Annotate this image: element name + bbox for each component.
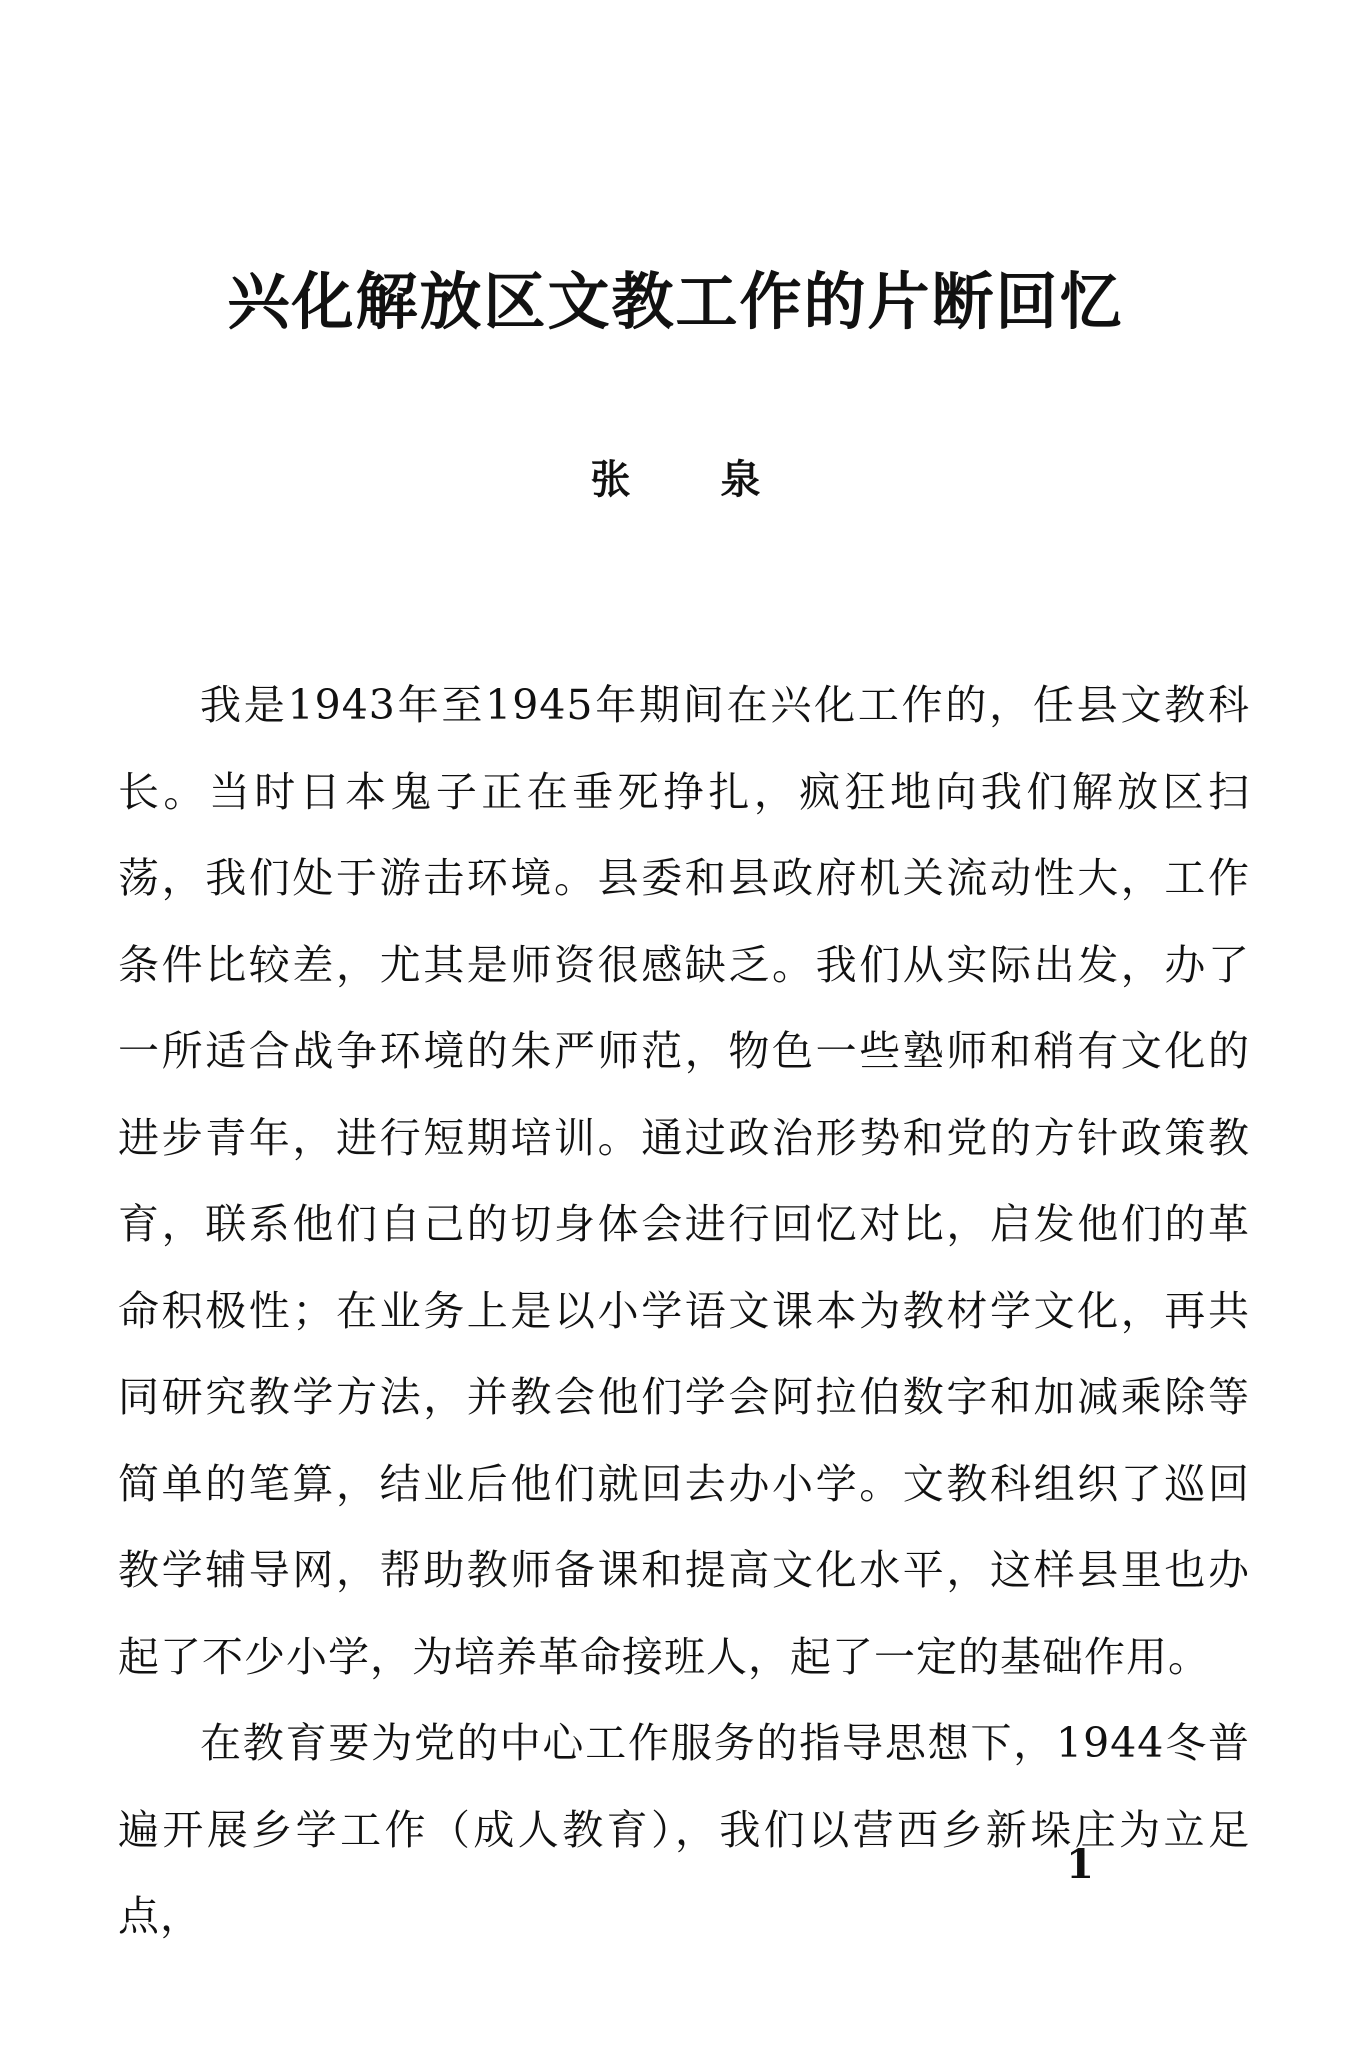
page-number: 1 (1066, 1841, 1094, 1888)
article-author: 张泉 (590, 456, 851, 503)
paragraph-1: 我是1943年至1945年期间在兴化工作的，任县文教科长。当时日本鬼子正在垂死挣扎，疯狂地向我们解放区扫荡，我们处于游击环境。县委和县政府机关流动性大，工作条件比较差，尤其是师资很感缺乏。我们从实际出发，办了一所适合战争环境的朱严师范，物色一些塾师和稍有文化的进步青年，进行短期培训。通过政治形势和党的方针政策教育，联系他们自己的切身体会进行回忆对比，启发他们的革命积极性；在业务上是以小学语文课本为教材学文化，再共同研究教学方法，并教会他们学会阿拉伯数字和加减乘除等简单的笔算，结业后他们就回去办小学。文教科组织了巡回教学辅导网，帮助教师备课和提高文化水平，这样县里也办起了不少小学，为培养革命接班人，起了一定的基础作用。 (118, 681, 1250, 1681)
article-title: 兴化解放区文教工作的片断回忆 (227, 265, 1124, 338)
article-body (118, 662, 1250, 1960)
paragraph-2: 在教育要为党的中心工作服务的指导思想下，1944冬普遍开展乡学工作（成人教育），我们以营西乡新垛庄为立足点， (118, 1719, 1250, 1940)
